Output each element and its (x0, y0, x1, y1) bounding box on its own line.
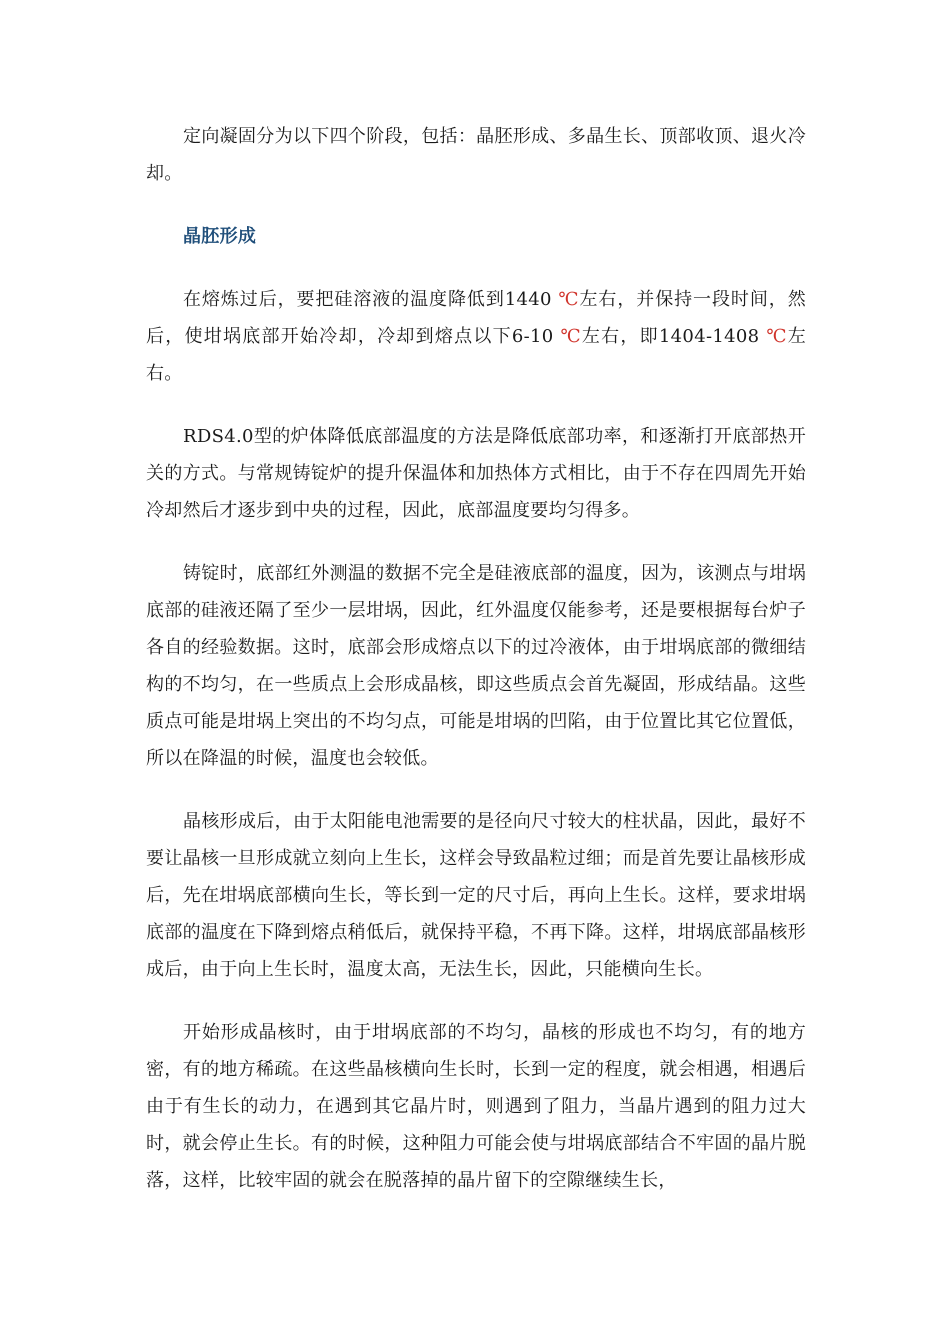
p1-text-b: 左右，并保持一段时间，然后，使坩埚底部开始冷却，冷却到熔点以下6-10 (146, 289, 806, 347)
intro-paragraph: 定向凝固分为以下四个阶段，包括：晶胚形成、多晶生长、顶部收顶、退火冷却。 (146, 126, 806, 184)
paragraph-2: RDS4.0型的炉体降低底部温度的方法是降低底部功率，和逐渐打开底部热开关的方式。与常规铸锭炉的提升保温体和加热体方式相比，由于不存在四周先开始冷却然后才逐步到中央的过程，因此，底部温度要均匀得多。 (146, 426, 806, 521)
p1-text-a: 在熔炼过后，要把硅溶液的温度降低到1440 (183, 289, 559, 310)
p1-text-c: 左右，即1404-1408 (581, 326, 767, 347)
celsius-unit-3: ℃ (766, 326, 788, 347)
paragraph-3: 铸锭时，底部红外测温的数据不完全是硅液底部的温度，因为，该测点与坩埚底部的硅液还隔了至少一层坩埚，因此，红外温度仅能参考，还是要根据每台炉子各自的经验数据。这时，底部会形成熔点以下的过冷液体，由于坩埚底部的微细结构的不均匀，在一些质点上会形成晶核，即这些质点会首先凝固，形成结晶。这些质点可能是坩埚上突出的不均匀点，可能是坩埚的凹陷，由于位置比其它位置低，所以在降温的时候，温度也会较低。 (146, 563, 806, 769)
document-page (146, 118, 806, 1225)
p1-text-d: 左右。 (146, 326, 807, 384)
section-heading: 晶胚形成 (183, 226, 257, 247)
celsius-unit-2: ℃ (560, 326, 582, 347)
paragraph-4: 晶核形成后，由于太阳能电池需要的是径向尺寸较大的柱状晶，因此，最好不要让晶核一旦形成就立刻向上生长，这样会导致晶粒过细；而是首先要让晶核形成后，先在坩埚底部横向生长，等长到一定的尺寸后，再向上生长。这样，要求坩埚底部的温度在下降到熔点稍低后，就保持平稳，不再下降。这样，坩埚底部晶核形成后，由于向上生长时，温度太高，无法生长，因此，只能横向生长。 (146, 811, 806, 980)
paragraph-1 (146, 281, 806, 392)
celsius-unit-1: ℃ (558, 289, 580, 310)
paragraph-5: 开始形成晶核时，由于坩埚底部的不均匀，晶核的形成也不均匀，有的地方密，有的地方稀疏。在这些晶核横向生长时，长到一定的程度，就会相遇，相遇后由于有生长的动力，在遇到其它晶片时，则遇到了阻力，当晶片遇到的阻力过大时，就会停止生长。有的时候，这种阻力可能会使与坩埚底部结合不牢固的晶片脱落，这样，比较牢固的就会在脱落掉的晶片留下的空隙继续生长， (146, 1022, 806, 1191)
